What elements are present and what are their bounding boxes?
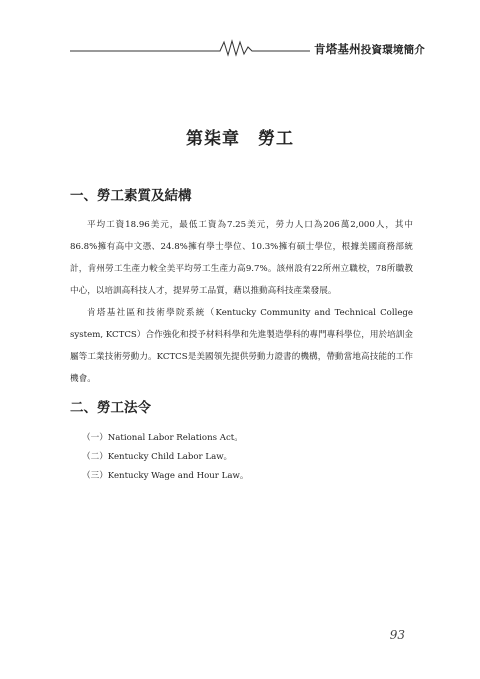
- law-item: （三）Kentucky Wage and Hour Law。: [82, 471, 249, 481]
- heartbeat-line-icon: [70, 38, 310, 58]
- running-header: [70, 38, 425, 58]
- section-heading-labor-quality: 一、勞工素質及結構: [70, 188, 192, 204]
- law-item: （二）Kentucky Child Labor Law。: [82, 452, 233, 462]
- header-title: [314, 41, 425, 57]
- header-title-prefix: 肯塔基州: [313, 42, 361, 56]
- section-body-labor-quality: [70, 214, 413, 390]
- chapter-title: 第柒章 勞工: [186, 129, 294, 149]
- section-heading-labor-law: 二、勞工法令: [70, 400, 151, 416]
- paragraph-labor-stats: 平均工資18.96美元，最低工資為7.25美元，勞力人口為206萬2,000人，其中86.8%擁有高中文憑、24.8%擁有學士學位、10.3%擁有碩士學位，根據美國商務部統計，肯州勞工生產力較全美平均勞工生產力高9.7%。該州設有22所州立職校，78所職教中心，以培訓高科技人才，提昇勞工品質，藉以推動高科技產業發展。: [70, 220, 413, 296]
- law-item: （一）National Labor Relations Act。: [82, 433, 243, 443]
- paragraph-kctcs: 肯塔基社區和技術學院系統（Kentucky Community and Technical College system, KCTCS）合作強化和授予材料科學和先進製造學科的專門專科學位，用於培訓金屬等工業技術勞動力。KCTCS是美國領先提供勞動力證書的機構，帶動當地高技能的工作機會。: [70, 308, 413, 384]
- header-title-suffix: 投資環境簡介: [360, 44, 425, 56]
- page-number: 93: [389, 628, 405, 642]
